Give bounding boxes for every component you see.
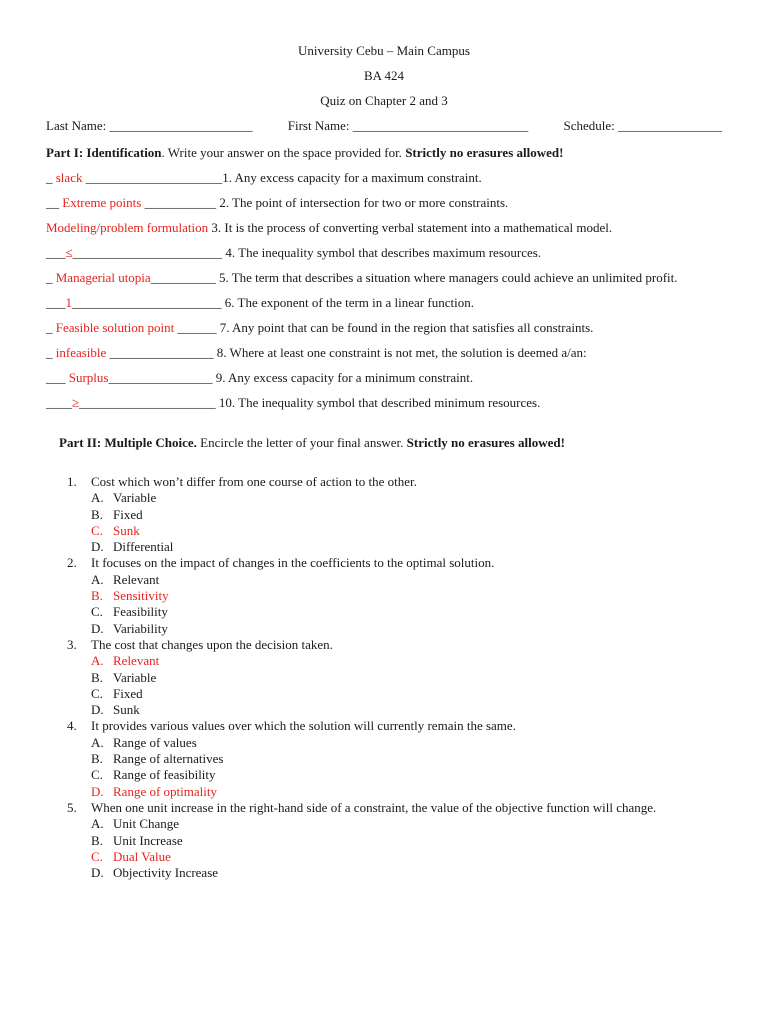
id-answer: Extreme points xyxy=(62,195,142,210)
id-answer: ≤ xyxy=(65,245,73,260)
option-list xyxy=(91,735,722,800)
id-answer: infeasible xyxy=(55,345,107,360)
id-item: ___≤_______________________ 4. The inequality symbol that describes maximum resources. xyxy=(46,245,542,260)
option: D. Differential xyxy=(91,539,174,555)
question xyxy=(46,474,722,555)
option: A. Range of values xyxy=(91,734,197,750)
option-answer: C. Dual Value xyxy=(91,848,171,864)
question-number: 3. xyxy=(67,636,77,652)
question xyxy=(46,555,722,636)
university-name: University Cebu – Main Campus xyxy=(298,43,470,58)
part2-heading-line xyxy=(46,417,722,468)
question-number: 2. xyxy=(67,555,77,571)
id-item: ___1_______________________ 6. The exponent of the term in a linear function. xyxy=(46,295,474,310)
id-answer: Managerial utopia xyxy=(55,270,151,285)
option: B. Range of alternatives xyxy=(91,751,224,767)
quiz-title: Quiz on Chapter 2 and 3 xyxy=(320,93,448,108)
part1-warning: Strictly no erasures allowed! xyxy=(405,145,564,160)
option: B. Fixed xyxy=(91,506,143,522)
multiple-choice-list xyxy=(46,474,722,881)
id-item: ___ Surplus________________ 9. Any excess capacity for a minimum constraint. xyxy=(46,370,474,385)
course-code: BA 424 xyxy=(363,68,405,83)
id-answer: Feasible solution point xyxy=(55,320,175,335)
question-number: 5. xyxy=(67,799,77,815)
id-item: ____≥_____________________ 10. The inequality symbol that described minimum resources. xyxy=(46,395,541,410)
option-answer: D. Range of optimality xyxy=(91,783,217,799)
part1-heading-line xyxy=(46,144,722,161)
id-item: _ slack _____________________1. Any excess capacity for a maximum constraint. xyxy=(46,170,482,185)
name-fields xyxy=(46,113,722,138)
id-item: _ infeasible ________________ 8. Where at least one constraint is not met, the solution is deemed a/an: xyxy=(46,345,587,360)
part1-instruction: . Write your answer on the space provided for. xyxy=(161,145,406,160)
question-text: It focuses on the impact of changes in the coefficients to the optimal solution. xyxy=(91,555,495,571)
id-item: Modeling/problem formulation 3. It is the process of converting verbal statement into a mathematical model. xyxy=(46,220,613,235)
option-list xyxy=(91,572,722,637)
question xyxy=(46,718,722,799)
option-list xyxy=(91,490,722,555)
last-name-field: Last Name: ______________________ xyxy=(46,118,253,133)
option-answer: B. Sensitivity xyxy=(91,588,169,604)
question xyxy=(46,637,722,718)
id-answer: Surplus xyxy=(68,370,109,385)
id-item: __ Extreme points ___________ 2. The point of intersection for two or more constraints. xyxy=(46,195,509,210)
document-header xyxy=(46,38,722,113)
option: D. Objectivity Increase xyxy=(91,865,219,881)
option: C. Feasibility xyxy=(91,604,168,620)
option: A. Variable xyxy=(91,490,157,506)
option: B. Variable xyxy=(91,669,157,685)
option-list xyxy=(91,816,722,881)
schedule-field: Schedule: ________________ xyxy=(563,118,722,133)
question-number: 1. xyxy=(67,474,77,489)
id-answer: ≥ xyxy=(72,395,80,410)
option: A. Unit Change xyxy=(91,816,180,832)
question-number: 4. xyxy=(67,718,77,734)
option: C. Fixed xyxy=(91,685,143,701)
option: D. Sunk xyxy=(91,702,140,718)
part2-heading: Part II: Multiple Choice. xyxy=(59,435,197,450)
question-text: Cost which won’t differ from one course of action to the other. xyxy=(91,474,417,489)
id-item: _ Feasible solution point ______ 7. Any point that can be found in the region that satisfies all constraints. xyxy=(46,320,594,335)
question xyxy=(46,800,722,881)
identification-items xyxy=(46,169,722,411)
id-answer: 1 xyxy=(65,295,72,310)
question-text: It provides various values over which the solution will currently remain the same. xyxy=(91,718,516,734)
option-list xyxy=(91,653,722,718)
question-text: The cost that changes upon the decision taken. xyxy=(91,636,333,652)
id-answer: slack xyxy=(55,170,83,185)
part2-instruction: Encircle the letter of your final answer. xyxy=(196,435,407,450)
option: C. Range of feasibility xyxy=(91,767,216,783)
part1-heading: Part I: Identification xyxy=(46,145,162,160)
option-answer: C. Sunk xyxy=(91,522,140,538)
option: D. Variability xyxy=(91,620,168,636)
option: A. Relevant xyxy=(91,571,160,587)
option: B. Unit Increase xyxy=(91,832,183,848)
first-name-field: First Name: ___________________________ xyxy=(287,118,529,133)
id-item: _ Managerial utopia__________ 5. The term that describes a situation where managers could achieve an unlimited profit. xyxy=(46,270,678,285)
id-answer: Modeling/problem formulation xyxy=(46,220,209,235)
option-answer: A. Relevant xyxy=(91,653,160,669)
question-text: When one unit increase in the right-hand side of a constraint, the value of the objective function will change. xyxy=(91,799,657,815)
part2-warning: Strictly no erasures allowed! xyxy=(406,435,565,450)
